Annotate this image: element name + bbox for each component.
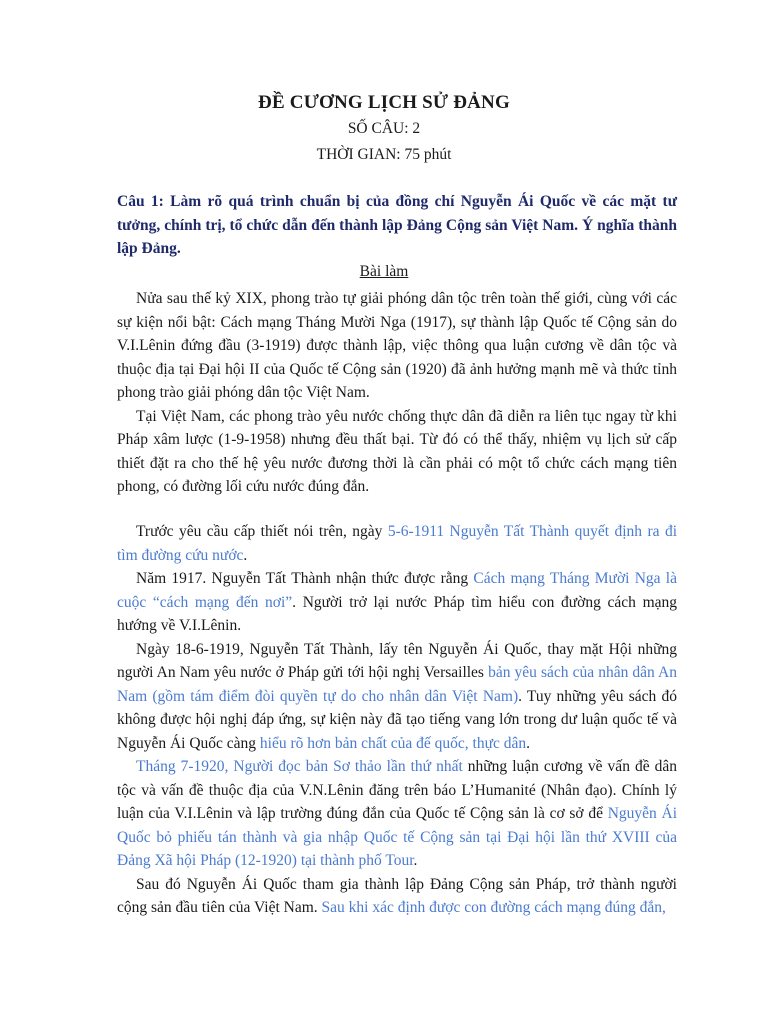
paragraph-5-text-b: . Tuy những yêu sách đó không được hội nghị đáp ứng, sự kiện này đã tạo tiếng vang lớn trong dư luận quốc tế và Nguyễn Ái Quốc càng: [117, 687, 677, 752]
paragraph-4-text-b: . Người trở lại nước Pháp tìm hiểu con đường cách mạng hướng về V.I.Lênin.: [117, 593, 678, 634]
paragraph-5-highlight-1: bản yêu sách của nhân dân An Nam (gồm tám điểm đòi quyền tự do cho nhân dân Việt Nam): [117, 664, 677, 705]
paragraph-7-text-a: Sau đó Nguyễn Ái Quốc tham gia thành lập Đảng Cộng sản Pháp, trở thành người cộng sản đầu tiên của Việt Nam.: [117, 875, 677, 916]
question-count: SỐ CÂU: 2: [347, 120, 421, 137]
paragraph-5: [117, 638, 677, 756]
paragraph-3-highlight: 5-6-1911 Nguyễn Tất Thành quyết định ra đi tìm đường cứu nước: [117, 523, 677, 564]
paragraph-6-text-a: những luận cương về vấn đề dân tộc và vấn đề thuộc địa của V.N.Lênin đăng trên báo L’Humanité (Nhân đạo). Chính lý luận của V.I.Lênin và lập trường đúng đắn của Quốc tế Cộng sản là cơ sở để: [117, 758, 677, 822]
paragraph-7: [117, 873, 677, 920]
paragraph-4-text-a: Năm 1917. Nguyễn Tất Thành nhận thức được rằng: [136, 570, 474, 587]
answer-heading: Bài làm: [359, 263, 409, 280]
document-title: ĐỀ CƯƠNG LỊCH SỬ ĐẢNG: [258, 92, 510, 113]
paragraph-1: Nửa sau thế kỷ XIX, phong trào tự giải phóng dân tộc trên toàn thế giới, cùng với các sự kiện nổi bật: Cách mạng Tháng Mười Nga (1917), sự thành lập Quốc tế Cộng sản do V.I.Lênin đứng đầu (3-1919) được thành lập, việc thông qua luận cương về dân tộc và thuộc địa tại Đại hội II của Quốc tế Cộng sản (1920) đã ảnh hưởng mạnh mẽ và thức tỉnh phong trào giải phóng dân tộc Việt Nam.: [117, 290, 677, 401]
paragraph-2: Tại Việt Nam, các phong trào yêu nước chống thực dân đã diễn ra liên tục ngay từ khi Pháp xâm lược (1-9-1958) nhưng đều thất bại. Từ đó có thể thấy, nhiệm vụ lịch sử cấp thiết đặt ra cho thế hệ yêu nước đương thời là cần phải có một tổ chức cách mạng tiên phong, có đường lối cứu nước đúng đắn.: [117, 407, 677, 495]
answer-body-part-1: [117, 287, 677, 499]
answer-body-part-2: [117, 520, 677, 920]
paragraph-5-highlight-2: hiểu rõ hơn bản chất của đế quốc, thực dân: [259, 734, 527, 752]
exam-duration: THỜI GIAN: 75 phút: [316, 146, 452, 163]
paragraph-6: [117, 755, 677, 873]
paragraph-4: [117, 567, 677, 638]
paragraph-3-text-a: Trước yêu cầu cấp thiết nói trên, ngày: [136, 523, 388, 540]
paragraph-5-text-c: .: [526, 734, 531, 752]
paragraph-7-highlight: Sau khi xác định được con đường cách mạng đúng đắn,: [321, 899, 666, 916]
paragraph-6-highlight-1: Tháng 7-1920, Người đọc bản Sơ thảo lần thứ nhất: [136, 758, 463, 775]
paragraph-6-text-b: .: [413, 852, 418, 869]
paragraph-3: [117, 520, 677, 567]
paragraph-3-text-b: .: [243, 546, 248, 564]
paragraph-4-highlight: Cách mạng Tháng Mười Nga là cuộc “cách mạng đến nơi”: [117, 570, 677, 611]
paragraph-5-text-a: Ngày 18-6-1919, Nguyễn Tất Thành, lấy tên Nguyễn Ái Quốc, thay mặt Hội những người An Nam yêu nước ở Pháp gửi tới hội nghị Versailles: [117, 640, 677, 681]
paragraph-6-highlight-2: Nguyễn Ái Quốc bỏ phiếu tán thành và gia nhập Quốc tế Cộng sản tại Đại hội lần thứ XVIII của Đảng Xã hội Pháp (12-1920) tại thành phố Tour: [117, 805, 678, 869]
question-1: Câu 1: Làm rõ quá trình chuẩn bị của đồng chí Nguyễn Ái Quốc về các mặt tư tưởng, chính trị, tổ chức dẫn đến thành lập Đảng Cộng sản Việt Nam. Ý nghĩa thành lập Đảng.: [117, 193, 677, 257]
